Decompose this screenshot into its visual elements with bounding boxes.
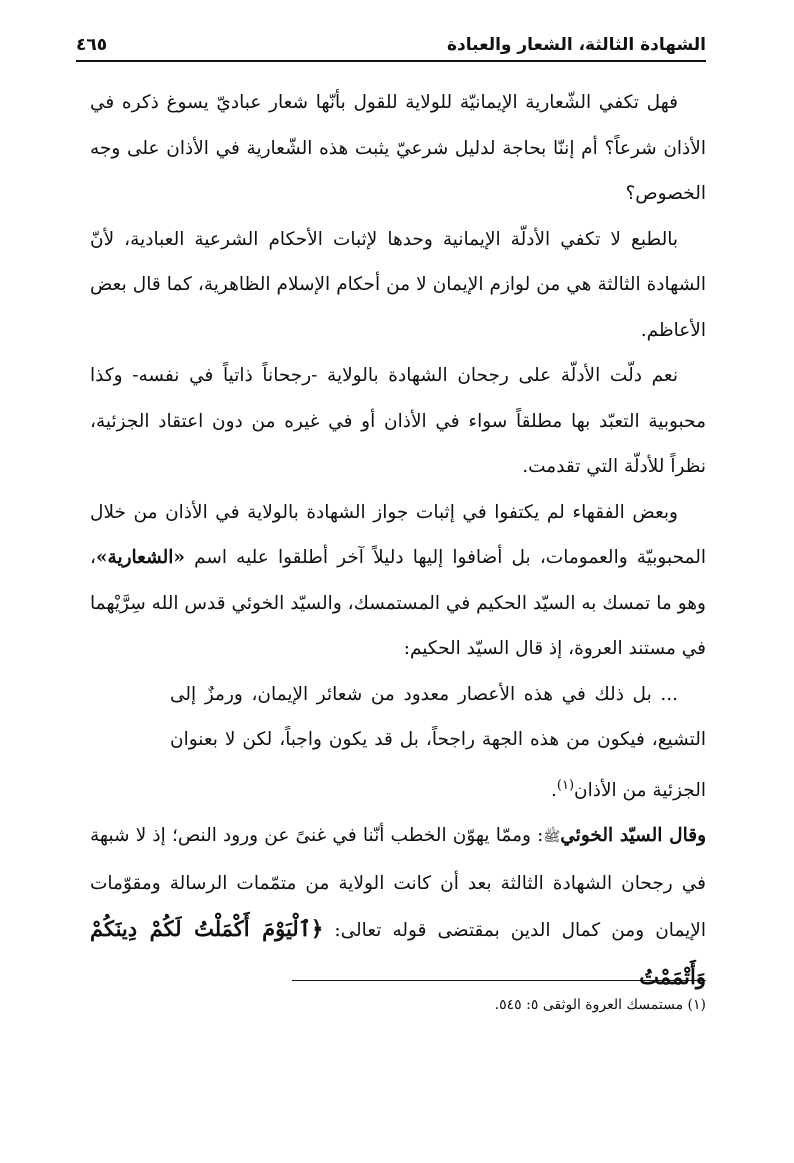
footnote-divider	[292, 980, 706, 981]
running-title: الشهادة الثالثة، الشعار والعبادة	[447, 35, 706, 55]
paragraph-4-start: وبعض الفقهاء لم يكتفوا في إثبات جواز الشهادة بالولاية في الأذان من خلال المحبوبيّة والعمومات، بل أضافوا إليها دليلاً آخر أطلقوا عليه اسم	[90, 501, 706, 568]
footnote-ref: (١)	[556, 777, 575, 793]
paragraph-1: فهل تكفي الشّعارية الإيمانيّة للولاية للقول بأنّها شعار عباديّ يسوغ ذكره في الأذان شرعاً؟ أم إننّا بحاجة لدليل شرعيّ يثبت هذه الشّعارية في الأذان على وجه الخصوص؟	[90, 92, 706, 204]
paragraph-3: نعم دلّت الأدلّة على رجحان الشهادة بالولاية -رجحاناً ذاتياً في نفسه- وكذا محبوبية التعبّد بها مطلقاً سواء في الأذان أو في غيره من دون اعتقاد الجزئية، نظراً للأدلّة التي تقدمت.	[90, 365, 706, 477]
khoei-speaker: وقال السيّد الخوئي	[560, 825, 707, 847]
footnote: (١) مستمسك العروة الوثقى ٥: ٥٤٥.	[494, 997, 706, 1013]
honorific-symbol: ﷺ	[543, 829, 561, 846]
main-text	[90, 80, 706, 1001]
quote-text: ... بل ذلك في هذه الأعصار معدود من شعائر الإيمان، ورمزٌ إلى التشيع، فيكون من هذه الجهة راجحاً، بل قد يكون واجباً، لكن لا بعنوان الجزئية من الأذان	[170, 683, 706, 801]
paragraph-5	[90, 813, 706, 1001]
page-number: ٤٦٥	[76, 35, 108, 55]
paragraph-4	[90, 490, 706, 672]
paragraph-2: بالطبع لا تكفي الأدلّة الإيمانية وحدها لإثبات الأحكام الشرعية العبادية، لأنّ الشهادة الثالثة هي من لوازم الإيمان لا من أحكام الإسلام الظاهرية، كما قال بعض الأعاظم.	[90, 228, 706, 341]
paragraph-4-end: ، وهو ما تمسك به السيّد الحكيم في المستمسك، والسيّد الخوئي قدس الله سِرَّيْهما في مستند العروة، إذ قال السيّد الحكيم:	[90, 547, 706, 659]
shiariyya-term: «الشعارية»	[95, 547, 185, 568]
running-header	[76, 30, 706, 60]
hakim-quote: ... بل ذلك في هذه الأعصار معدود من شعائر الإيمان، ورمزٌ إلى التشيع، فيكون من هذه الجهة راجحاً، بل قد يكون واجباً، لكن لا بعنوان الجزئية من الأذان$^{(١)}$.	[170, 683, 706, 801]
paragraph-5-text: : وممّا يهوّن الخطب أنّنا في غنىً عن ورود النص؛ إذ لا شبهة في رجحان الشهادة الثالثة بعد أن كانت الولاية من متمّمات الرسالة ومقوّمات الإيمان ومن كمال الدين بمقتضى قوله تعالى:	[90, 825, 706, 942]
header-divider	[76, 60, 706, 62]
quran-verse: ﴿ٱلْيَوْمَ أَكْمَلْتُ لَكُمْ دِينَكُمْ وَأَتْمَمْتُ	[90, 916, 706, 989]
